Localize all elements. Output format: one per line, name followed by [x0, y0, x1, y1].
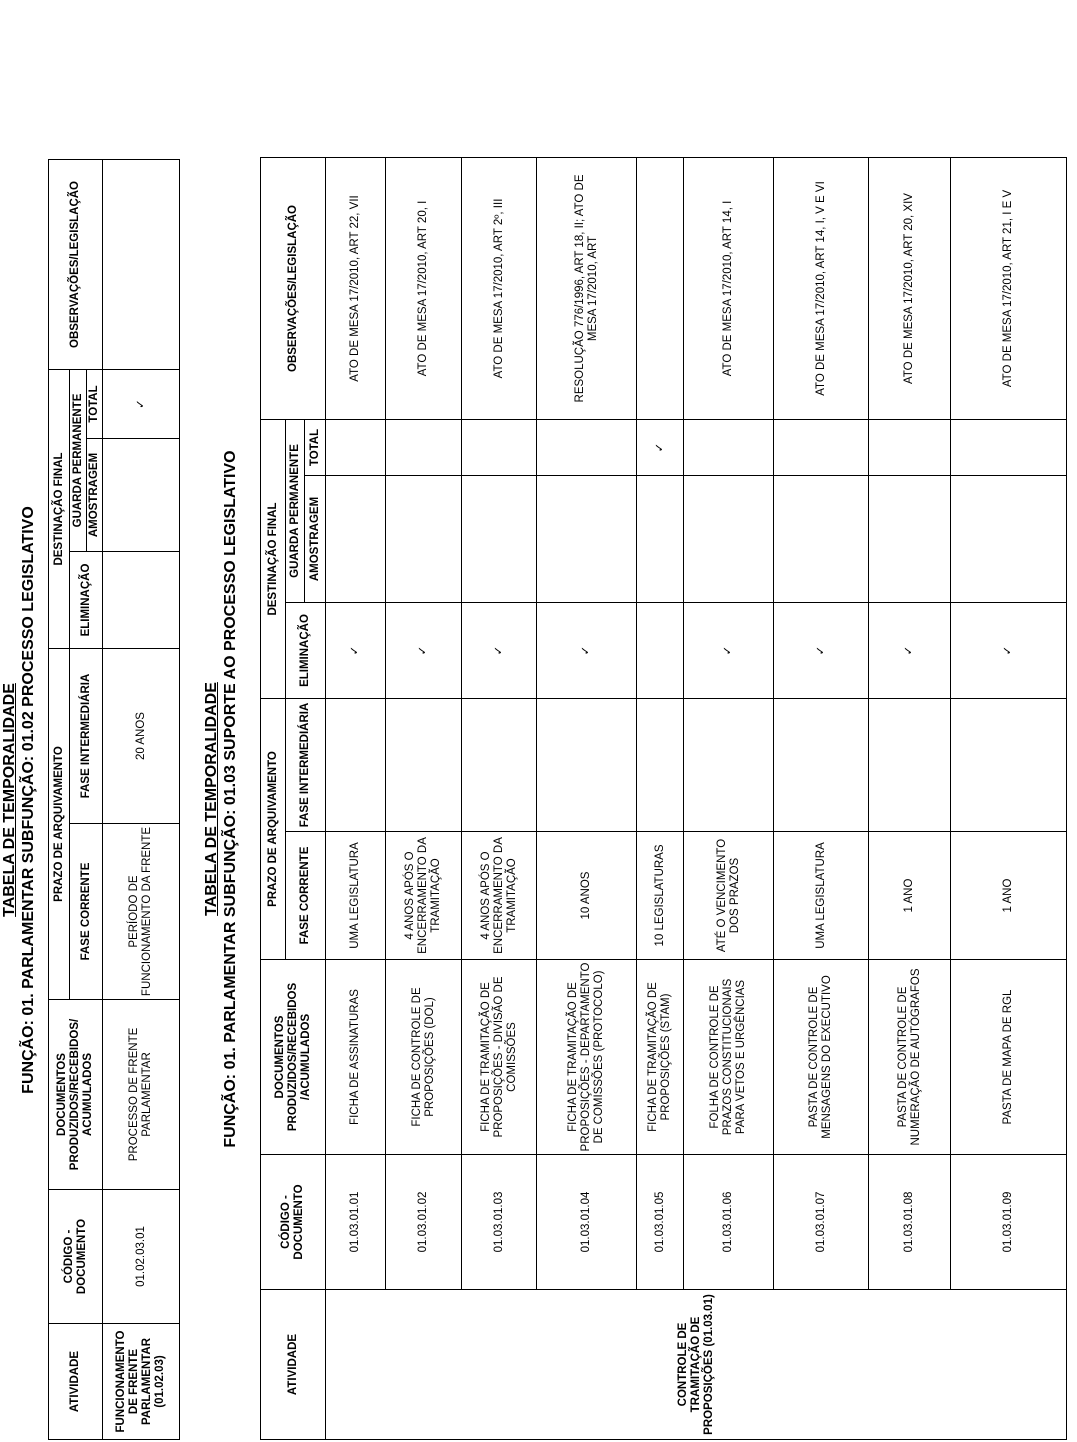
- header-amostragem: AMOSTRAGEM: [87, 439, 103, 552]
- temporality-table-1: [48, 159, 180, 1440]
- fase-corrente-cell: ATÉ O VENCIMENTO DOS PRAZOS: [684, 832, 774, 960]
- documento-cell: PASTA DE CONTROLE DE MENSAGENS DO EXECUTIVO: [774, 960, 869, 1155]
- header-total: TOTAL: [87, 369, 103, 438]
- fase-intermediaria-cell: [869, 699, 951, 832]
- table-row: [951, 157, 1067, 1439]
- fase-corrente-cell: 4 ANOS APÓS O ENCERRAMENTO DA TRAMITAÇÃO: [462, 832, 537, 960]
- header-eliminacao: ELIMINAÇÃO: [286, 603, 326, 699]
- observacoes-cell: RESOLUÇÃO 776/1996, ART 18, II; ATO DE MESA 17/2010, ART: [537, 157, 637, 419]
- eliminacao-check-cell: ✓: [386, 603, 462, 699]
- codigo-cell: 01.03.01.08: [869, 1155, 951, 1290]
- codigo-cell: 01.03.01.01: [326, 1155, 386, 1290]
- header-codigo: CÓDIGO - DOCUMENTO: [49, 1190, 103, 1324]
- eliminacao-check-cell: ✓: [951, 603, 1067, 699]
- amostragem-cell: [684, 476, 774, 603]
- fase-corrente-cell: 10 ANOS: [537, 832, 637, 960]
- fase-corrente-cell: PERÍODO DE FUNCIONAMENTO DA FRENTE: [103, 824, 180, 1000]
- header-documentos: DOCUMENTOS PRODUZIDOS/RECEBIDOS/ ACUMULADOS: [49, 1000, 103, 1190]
- header-fase-corrente: FASE CORRENTE: [286, 832, 326, 960]
- total-cell: [684, 419, 774, 475]
- table-row: [684, 157, 774, 1439]
- header-fase-intermediaria: FASE INTERMEDIÁRIA: [70, 649, 103, 824]
- fase-corrente-cell: UMA LEGISLATURA: [774, 832, 869, 960]
- header-prazo: PRAZO DE ARQUIVAMENTO: [261, 699, 286, 960]
- header-fase-corrente: FASE CORRENTE: [70, 824, 103, 1000]
- temporality-table-2: [260, 157, 1067, 1440]
- codigo-cell: 01.03.01.05: [637, 1155, 684, 1290]
- fase-intermediaria-cell: [637, 699, 684, 832]
- table-row: [774, 157, 869, 1439]
- eliminacao-cell: [637, 603, 684, 699]
- fase-intermediaria-cell: 20 ANOS: [103, 649, 180, 824]
- header-documentos: DOCUMENTOS PRODUZIDOS/RECEBIDOS /ACUMULADOS: [261, 960, 326, 1155]
- header-prazo: PRAZO DE ARQUIVAMENTO: [49, 649, 70, 1000]
- table-row: [637, 157, 684, 1439]
- observacoes-cell: ATO DE MESA 17/2010, ART 21, I E V: [951, 157, 1067, 419]
- fase-corrente-cell: UMA LEGISLATURA: [326, 832, 386, 960]
- table-row: [462, 157, 537, 1439]
- table2-subtitle: FUNÇÃO: 01. PARLAMENTAR SUBFUNÇÃO: 01.03 SUPORTE AO PROCESSO LEGISLATIVO: [222, 450, 239, 1148]
- codigo-cell: 01.03.01.09: [951, 1155, 1067, 1290]
- codigo-cell: 01.03.01.03: [462, 1155, 537, 1290]
- documento-cell: FOLHA DE CONTROLE DE PRAZOS CONSTITUCIONAIS PARA VETOS E URGÊNCIAS: [684, 960, 774, 1155]
- atividade-cell: FUNCIONAMENTO DE FRENTE PARLAMENTAR (01.02.03): [103, 1324, 180, 1440]
- header-codigo: CÓDIGO - DOCUMENTO: [261, 1155, 326, 1290]
- header-observacoes: OBSERVAÇÕES/LEGISLAÇÃO: [49, 159, 103, 369]
- header-guarda: GUARDA PERMANENTE: [70, 369, 87, 551]
- table1-title: TABELA DE TEMPORALIDADE: [1, 683, 18, 917]
- total-check-cell: ✓: [637, 419, 684, 475]
- amostragem-cell: [637, 476, 684, 603]
- observacoes-cell: ATO DE MESA 17/2010, ART 14, I, V E VI: [774, 157, 869, 419]
- amostragem-cell: [386, 476, 462, 603]
- fase-intermediaria-cell: [462, 699, 537, 832]
- codigo-cell: 01.03.01.07: [774, 1155, 869, 1290]
- observacoes-cell: [637, 157, 684, 419]
- table-row: [386, 157, 462, 1439]
- amostragem-cell: [103, 439, 180, 552]
- total-cell: [951, 419, 1067, 475]
- codigo-cell: 01.03.01.02: [386, 1155, 462, 1290]
- fase-intermediaria-cell: [774, 699, 869, 832]
- documento-cell: FICHA DE TRAMITAÇÃO DE PROPOSIÇÕES (STAM): [637, 960, 684, 1155]
- table-row: [326, 157, 386, 1439]
- total-check-cell: ✓: [103, 369, 180, 438]
- codigo-cell: 01.03.01.06: [684, 1155, 774, 1290]
- table-row: [537, 157, 637, 1439]
- amostragem-cell: [537, 476, 637, 603]
- amostragem-cell: [869, 476, 951, 603]
- header-atividade: ATIVIDADE: [49, 1324, 103, 1440]
- observacoes-cell: ATO DE MESA 17/2010, ART 20, I: [386, 157, 462, 419]
- total-cell: [386, 419, 462, 475]
- temporality-table-1-block: [0, 160, 194, 1440]
- amostragem-cell: [326, 476, 386, 603]
- observacoes-cell: ATO DE MESA 17/2010, ART 20, XIV: [869, 157, 951, 419]
- total-cell: [326, 419, 386, 475]
- documento-cell: PASTA DE MAPA DE RGL: [951, 960, 1067, 1155]
- fase-corrente-cell: 1 ANO: [951, 832, 1067, 960]
- eliminacao-check-cell: ✓: [462, 603, 537, 699]
- documento-cell: FICHA DE TRAMITAÇÃO DE PROPOSIÇÕES - DEPARTAMENTO DE COMISSÕES (PROTOCOLO): [537, 960, 637, 1155]
- header-atividade: ATIVIDADE: [261, 1290, 326, 1440]
- codigo-cell: 01.03.01.04: [537, 1155, 637, 1290]
- total-cell: [537, 419, 637, 475]
- documento-cell: FICHA DE ASSINATURAS: [326, 960, 386, 1155]
- table-row: [103, 159, 180, 1439]
- eliminacao-check-cell: ✓: [869, 603, 951, 699]
- temporality-table-2-block: [202, 158, 1077, 1440]
- table2-title: TABELA DE TEMPORALIDADE: [203, 682, 220, 916]
- documento-cell: FICHA DE CONTROLE DE PROPOSIÇÕES (DOL): [386, 960, 462, 1155]
- eliminacao-check-cell: ✓: [774, 603, 869, 699]
- header-amostragem: AMOSTRAGEM: [305, 476, 326, 603]
- amostragem-cell: [462, 476, 537, 603]
- total-cell: [774, 419, 869, 475]
- header-destinacao: DESTINAÇÃO FINAL: [49, 369, 70, 648]
- observacoes-cell: ATO DE MESA 17/2010, ART 2º, III: [462, 157, 537, 419]
- table-row: [869, 157, 951, 1439]
- documento-cell: PASTA DE CONTROLE DE NUMERAÇÃO DE AUTÓGRAFOS: [869, 960, 951, 1155]
- table1-subtitle: FUNÇÃO: 01. PARLAMENTAR SUBFUNÇÃO: 01.02 PROCESSO LEGISLATIVO: [20, 506, 37, 1094]
- total-cell: [462, 419, 537, 475]
- fase-corrente-cell: 1 ANO: [869, 832, 951, 960]
- header-observacoes: OBSERVAÇÕES/LEGISLAÇÃO: [261, 157, 326, 419]
- header-total: TOTAL: [305, 419, 326, 475]
- fase-corrente-cell: 10 LEGISLATURAS: [637, 832, 684, 960]
- documento-cell: PROCESSO DE FRENTE PARLAMENTAR: [103, 1000, 180, 1190]
- fase-intermediaria-cell: [951, 699, 1067, 832]
- header-destinacao: DESTINAÇÃO FINAL: [261, 419, 286, 698]
- fase-corrente-cell: 4 ANOS APÓS O ENCERRAMENTO DA TRAMITAÇÃO: [386, 832, 462, 960]
- header-fase-intermediaria: FASE INTERMEDIÁRIA: [286, 699, 326, 832]
- amostragem-cell: [951, 476, 1067, 603]
- eliminacao-check-cell: ✓: [326, 603, 386, 699]
- fase-intermediaria-cell: [537, 699, 637, 832]
- observacoes-cell: ATO DE MESA 17/2010, ART 22, VII: [326, 157, 386, 419]
- observacoes-cell: [103, 159, 180, 369]
- fase-intermediaria-cell: [326, 699, 386, 832]
- documento-cell: FICHA DE TRAMITAÇÃO DE PROPOSIÇÕES - DIVISÃO DE COMISSÕES: [462, 960, 537, 1155]
- fase-intermediaria-cell: [386, 699, 462, 832]
- atividade-cell: CONTROLE DE TRAMITAÇÃO DE PROPOSIÇÕES (01.03.01): [326, 1290, 1067, 1440]
- fase-intermediaria-cell: [684, 699, 774, 832]
- eliminacao-cell: [103, 552, 180, 649]
- eliminacao-check-cell: ✓: [537, 603, 637, 699]
- eliminacao-check-cell: ✓: [684, 603, 774, 699]
- codigo-cell: 01.02.03.01: [103, 1190, 180, 1324]
- header-guarda: GUARDA PERMANENTE: [286, 419, 305, 602]
- total-cell: [869, 419, 951, 475]
- amostragem-cell: [774, 476, 869, 603]
- observacoes-cell: ATO DE MESA 17/2010, ART 14, I: [684, 157, 774, 419]
- header-eliminacao: ELIMINAÇÃO: [70, 552, 103, 649]
